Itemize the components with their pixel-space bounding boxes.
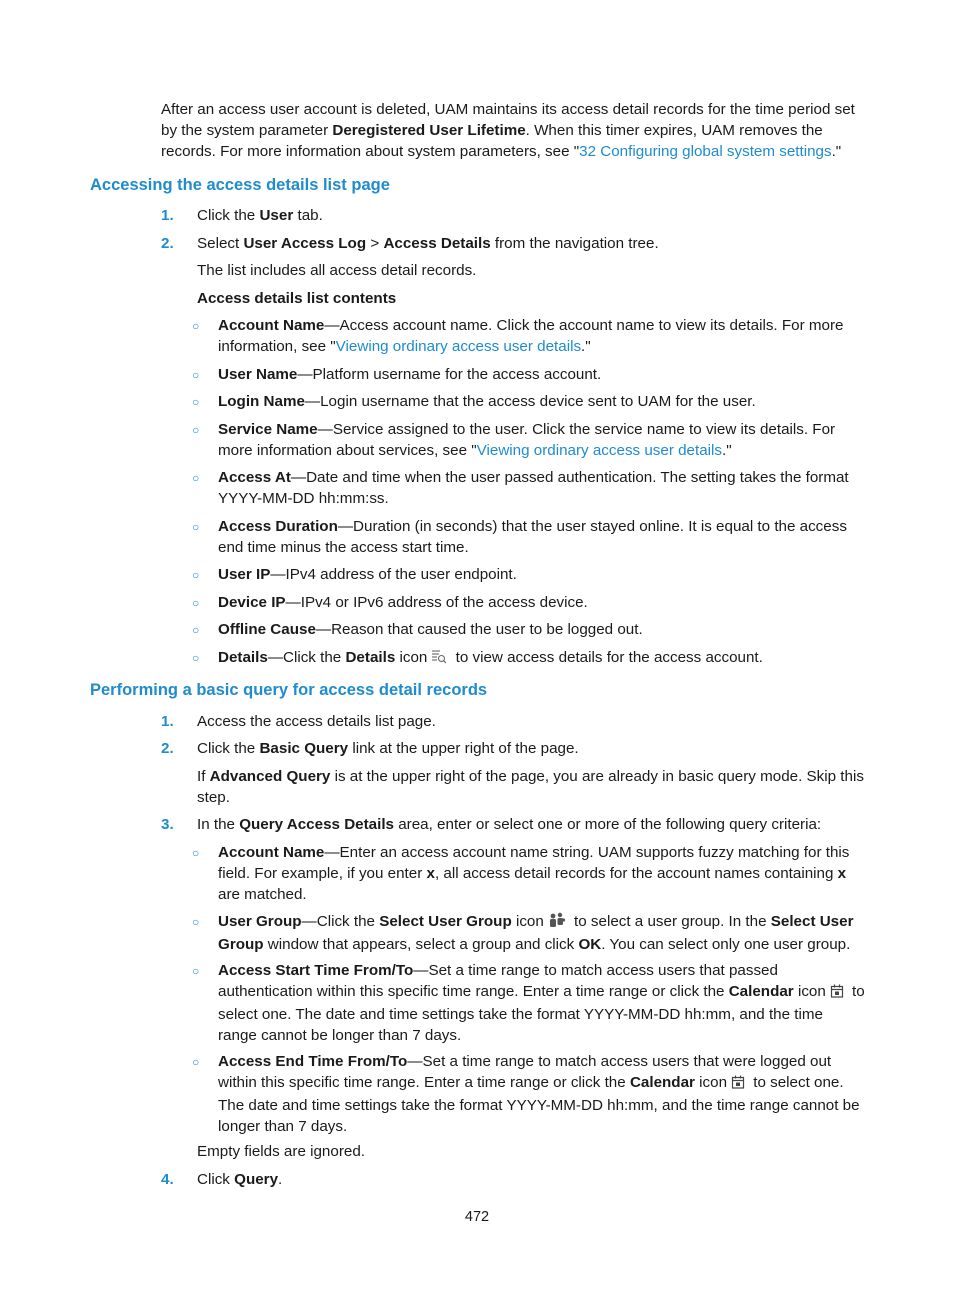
field-label: Account Name (218, 317, 325, 334)
criteria-end-time (218, 1051, 866, 1137)
field-desc: —Access account name. Click the account name to view its details. For more information, see " (218, 317, 844, 355)
advanced-query-note (197, 766, 867, 808)
step-number: 1. (161, 713, 174, 730)
step-text: In the (197, 816, 240, 833)
field-device-ip (218, 592, 866, 613)
field-desc: —Reason that caused the user to be logged out. (315, 621, 643, 638)
field-desc: ." (722, 442, 732, 459)
select-user-group-term: Select User Group (218, 913, 854, 953)
empty-fields-note: Empty fields are ignored. (197, 1143, 365, 1160)
step-text: tab. (293, 207, 323, 224)
bullet-marker: ○ (192, 623, 200, 637)
field-login-name (218, 391, 866, 412)
step-query-criteria (197, 814, 867, 835)
bullet-marker: ○ (192, 846, 200, 860)
user-tab-term: User (259, 207, 294, 224)
criteria-desc: icon (511, 913, 544, 930)
calendar-icon (830, 983, 844, 1004)
step-access-list-page: Access the access details list page. (197, 713, 436, 730)
field-access-at (218, 467, 866, 509)
bullet-marker: ○ (192, 651, 200, 665)
step-text: Select (197, 235, 244, 252)
field-access-duration (218, 516, 866, 558)
calendar-term: Calendar (728, 983, 794, 1000)
field-desc: —Login username that the access device sent to UAM for the user. (304, 393, 756, 410)
field-label: Access Duration (218, 518, 338, 535)
intro-paragraph (161, 99, 867, 162)
criteria-desc: —Set a time range to match access users that were logged out within this specific time range. Enter a time range or click the (218, 1053, 832, 1091)
criteria-desc: —Enter an access account name string. UAM supports fuzzy matching for this field. For example, if you enter (218, 844, 850, 882)
bullet-marker: ○ (192, 568, 200, 582)
field-user-ip (218, 564, 866, 585)
field-service-name (218, 419, 866, 461)
criteria-label: User Group (218, 913, 302, 930)
criteria-label: Access Start Time From/To (218, 962, 414, 979)
step-text: . (278, 1171, 283, 1188)
step-click-basic-query (197, 738, 867, 759)
field-label: User IP (218, 566, 271, 583)
calendar-icon (731, 1074, 745, 1095)
criteria-start-time (218, 960, 866, 1046)
bullet-marker: ○ (192, 423, 200, 437)
field-desc: —Click the (267, 649, 346, 666)
field-label: Details (218, 649, 268, 666)
section-heading-access-details: Accessing the access details list page (90, 176, 390, 194)
user-access-log-term: User Access Log (243, 235, 367, 252)
access-details-term: Access Details (383, 235, 491, 252)
query-term: Query (234, 1171, 279, 1188)
bullet-marker: ○ (192, 596, 200, 610)
step-number: 3. (161, 816, 174, 833)
basic-query-term: Basic Query (259, 740, 349, 757)
field-desc: —Duration (in seconds) that the user stayed online. It is equal to the access end time minus the access start time. (218, 518, 847, 556)
bullet-marker: ○ (192, 964, 200, 978)
field-desc: icon (395, 649, 428, 666)
criteria-desc: . You can select only one user group. (601, 936, 851, 953)
note-text: is at the upper right of the page, you are already in basic query mode. Skip this step. (197, 768, 864, 806)
user-group-icon (548, 912, 566, 934)
bullet-marker: ○ (192, 1055, 200, 1069)
criteria-label: Account Name (218, 844, 325, 861)
field-label: User Name (218, 366, 298, 383)
criteria-desc: to select one. The date and time settings take the format YYYY-MM-DD hh:mm, and the time range cannot be longer than 7 days. (218, 1074, 860, 1135)
step-number: 2. (161, 740, 174, 757)
bullet-marker: ○ (192, 368, 200, 382)
step-text: from the navigation tree. (490, 235, 659, 252)
example-x-term: x (837, 865, 847, 882)
bullet-marker: ○ (192, 471, 200, 485)
field-desc: —Platform username for the access account. (297, 366, 602, 383)
details-term: Details (345, 649, 396, 666)
criteria-desc: icon (793, 983, 826, 1000)
field-label: Device IP (218, 594, 286, 611)
criteria-desc: are matched. (218, 886, 307, 903)
viewing-user-details-link[interactable]: Viewing ordinary access user details (335, 338, 582, 355)
field-account-name (218, 315, 866, 357)
step-click-query (197, 1169, 867, 1190)
criteria-desc: —Click the (301, 913, 380, 930)
step-text: link at the upper right of the page. (348, 740, 579, 757)
criteria-desc: to select a user group. In the (569, 913, 771, 930)
criteria-desc: , all access detail records for the account names containing (434, 865, 838, 882)
select-user-group-term: Select User Group (379, 913, 512, 930)
bullet-marker: ○ (192, 319, 200, 333)
details-list-icon (431, 649, 447, 670)
criteria-desc: —Set a time range to match access users that passed authentication within this specific time range. Enter a time range or click the (218, 962, 778, 1000)
intro-text: After an access user account is deleted, UAM maintains its access detail records for the time period set by the system parameter (161, 101, 855, 139)
step-number: 2. (161, 235, 174, 252)
step-number: 4. (161, 1171, 174, 1188)
criteria-label: Access End Time From/To (218, 1053, 408, 1070)
deregistered-user-lifetime-term: Deregistered User Lifetime (332, 122, 526, 139)
list-contents-title: Access details list contents (197, 290, 397, 307)
field-label: Offline Cause (218, 621, 316, 638)
step-number: 1. (161, 207, 174, 224)
field-desc: ." (581, 338, 591, 355)
query-access-details-term: Query Access Details (239, 816, 394, 833)
step-select-access-details (197, 233, 867, 254)
list-note: The list includes all access detail records. (197, 262, 477, 279)
field-desc: to view access details for the access account. (451, 649, 763, 666)
criteria-desc: icon (694, 1074, 728, 1091)
bullet-marker: ○ (192, 915, 200, 929)
step-click-user-tab (197, 205, 867, 226)
example-x-term: x (426, 865, 435, 882)
intro-text: . When this timer expires, UAM removes the records. For more information about system parameters, see " (161, 122, 823, 160)
step-text: Click the (197, 207, 260, 224)
field-user-name (218, 364, 866, 385)
intro-text: ." (831, 143, 842, 160)
note-text: If (197, 768, 210, 785)
field-label: Login Name (218, 393, 305, 410)
step-text: Click the (197, 740, 260, 757)
section-heading-basic-query: Performing a basic query for access detail records (90, 681, 488, 699)
page-number: 472 (464, 1209, 490, 1225)
global-system-settings-link[interactable]: 32 Configuring global system settings (579, 143, 832, 160)
step-text: area, enter or select one or more of the following query criteria: (394, 816, 822, 833)
viewing-user-details-link[interactable]: Viewing ordinary access user details (476, 442, 723, 459)
step-text: > (366, 235, 384, 252)
field-desc: —IPv4 or IPv6 address of the access device. (285, 594, 588, 611)
field-label: Service Name (218, 421, 318, 438)
step-text: Click (197, 1171, 235, 1188)
field-details (218, 647, 866, 670)
field-desc: —Date and time when the user passed authentication. The setting takes the format YYYY-MM-DD hh:mm:ss. (218, 469, 849, 507)
criteria-desc: window that appears, select a group and click (263, 936, 579, 953)
criteria-user-group (218, 911, 866, 955)
criteria-desc: to select one. The date and time settings take the format YYYY-MM-DD hh:mm, and the time range cannot be longer than 7 days. (218, 983, 865, 1044)
field-desc: —IPv4 address of the user endpoint. (270, 566, 517, 583)
ok-term: OK (578, 936, 602, 953)
field-desc: —Service assigned to the user. Click the service name to view its details. For more information about services, see " (218, 421, 836, 459)
bullet-marker: ○ (192, 520, 200, 534)
bullet-marker: ○ (192, 395, 200, 409)
field-offline-cause (218, 619, 866, 640)
field-label: Access At (218, 469, 291, 486)
criteria-account-name (218, 842, 866, 905)
calendar-term: Calendar (629, 1074, 695, 1091)
advanced-query-term: Advanced Query (209, 768, 331, 785)
